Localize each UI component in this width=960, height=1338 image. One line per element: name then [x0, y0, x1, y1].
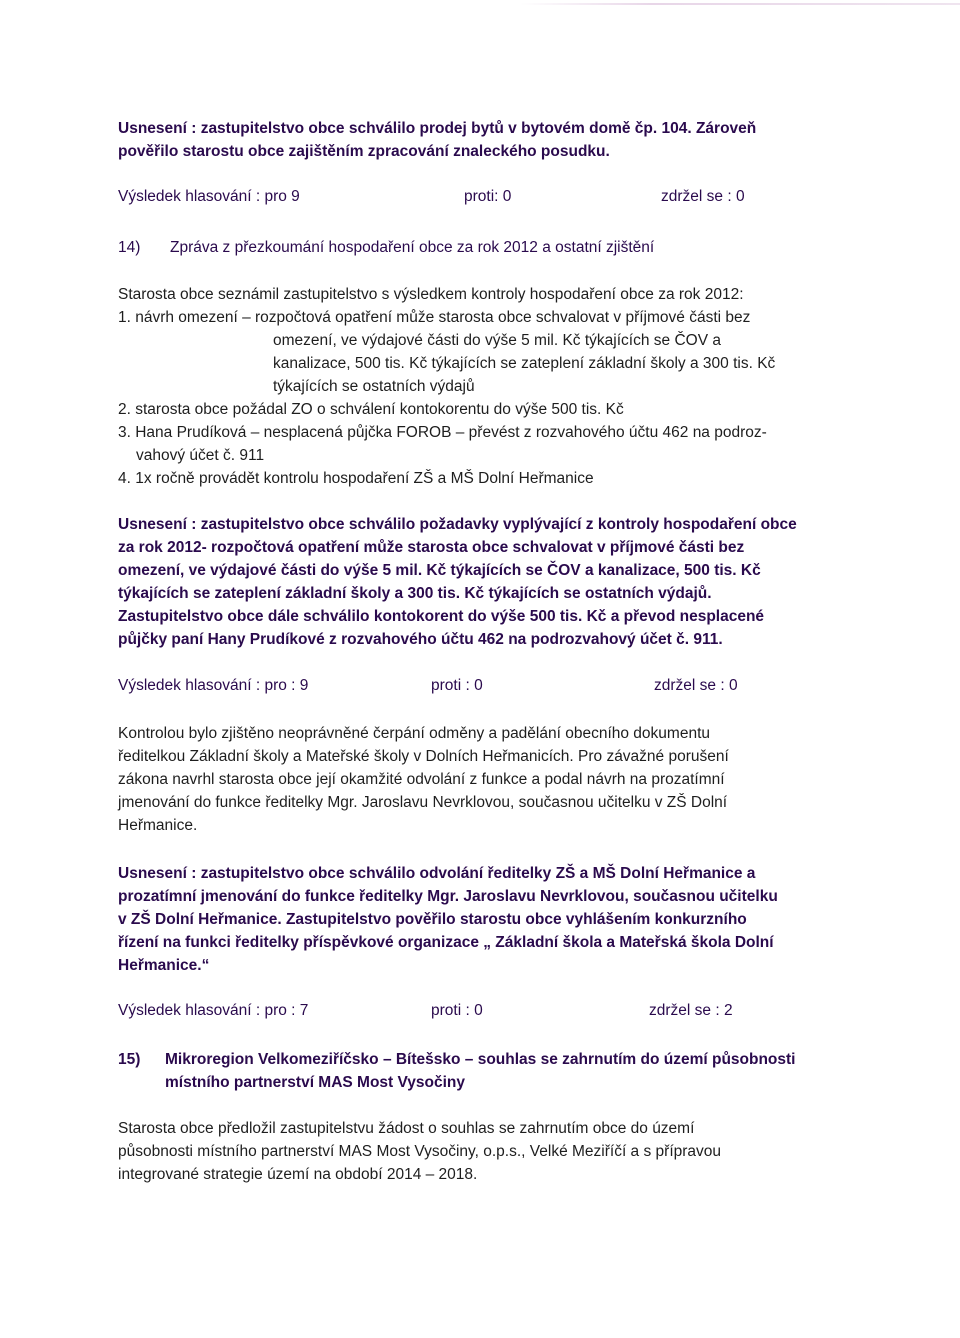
vote-result-2 — [118, 677, 848, 701]
vote-pro: Výsledek hlasování : pro : 7 — [118, 1002, 309, 1019]
paragraph-line: působnosti místního partnerství MAS Most Vysočiny, o.p.s., Velké Meziříčí a s přípravou — [118, 1143, 722, 1160]
finding-line: omezení, ve výdajové části do výše 5 mil. Kč týkajících se ČOV a — [273, 332, 721, 349]
paragraph-line: zákona navrhl starosta obce její okamžité odvolání z funkce a podal návrh na prozatímní — [118, 771, 725, 788]
resolution-line: Usnesení : zastupitelstvo obce schválilo odvolání ředitelky ZŠ a MŠ Dolní Heřmanice a — [118, 865, 756, 882]
paragraph-line: Kontrolou bylo zjištěno neoprávněné čerpání odměny a padělání obecního dokumentu — [118, 725, 710, 742]
resolution-line: v ZŠ Dolní Heřmanice. Zastupitelstvo pověřilo starostu obce vyhlášením konkurzního — [118, 911, 747, 928]
resolution-line: prozatímní jmenování do funkce ředitelky Mgr. Jaroslavu Nevrklovou, současnou učitelku — [118, 888, 778, 905]
control-findings-paragraph — [118, 722, 848, 837]
section-title — [165, 1048, 796, 1094]
resolution-line: týkajících se zateplení základní školy a 300 tis. Kč týkajících se ostatních výdajů. — [118, 585, 712, 602]
vote-zdrzel: zdržel se : 0 — [654, 677, 738, 694]
scan-edge-line — [520, 3, 960, 5]
resolution-audit-requirements — [118, 513, 848, 651]
section-number: 15) — [118, 1051, 141, 1068]
finding-line: 3. Hana Prudíková – nesplacená půjčka FOROB – převést z rozvahového účtu 462 na podroz- — [118, 424, 767, 441]
resolution-line: řízení na funkci ředitelky příspěvkové organizace „ Základní škola a Mateřská škola Dolní — [118, 934, 774, 951]
resolution-line: omezení, ve výdajové části do výše 5 mil. Kč týkajících se ČOV a kanalizace, 500 tis. Kč — [118, 562, 761, 579]
finding-line: týkajících se ostatních výdajů — [273, 378, 475, 395]
resolution-line: půjčky paní Hany Prudíkové z rozvahového účtu 462 na podrozvahový účet č. 911. — [118, 631, 723, 648]
section-title-line: Mikroregion Velkomeziříčsko – Bítešsko – souhlas se zahrnutím do území působnosti — [165, 1051, 796, 1068]
resolution-line: pověřilo starostu obce zajištěním zpracování znaleckého posudku. — [118, 143, 610, 160]
vote-result-3 — [118, 1002, 848, 1026]
vote-zdrzel: zdržel se : 0 — [661, 188, 745, 205]
section-number: 14) — [118, 239, 141, 256]
paragraph-line: Heřmanice. — [118, 817, 198, 834]
paragraph-line: ředitelkou Základní školy a Mateřské školy v Dolních Heřmanicích. Pro závažné porušení — [118, 748, 729, 765]
resolution-line: Usnesení : zastupitelstvo obce schválilo požadavky vyplývající z kontroly hospodaření obce — [118, 516, 797, 533]
section-title: Zpráva z přezkoumání hospodaření obce za rok 2012 a ostatní zjištění — [170, 239, 655, 256]
vote-pro: Výsledek hlasování : pro 9 — [118, 188, 300, 205]
section-14-heading — [118, 236, 858, 260]
finding-item-4: 4. 1x ročně provádět kontrolu hospodaření ZŠ a MŠ Dolní Heřmanice — [118, 470, 594, 487]
vote-zdrzel: zdržel se : 2 — [649, 1002, 733, 1019]
finding-line: vahový účet č. 911 — [136, 447, 265, 464]
resolution-line: Usnesení : zastupitelstvo obce schválilo prodej bytů v bytovém domě čp. 104. Zároveň — [118, 120, 757, 137]
resolution-line: Zastupitelstvo obce dále schválilo kontokorent do výše 500 tis. Kč a převod nesplacené — [118, 608, 765, 625]
section-title-line: místního partnerství MAS Most Vysočiny — [165, 1074, 466, 1091]
paragraph-line: integrované strategie území na období 2014 – 2018. — [118, 1166, 478, 1183]
finding-line: kanalizace, 500 tis. Kč týkajících se zateplení základní školy a 300 tis. Kč — [273, 355, 776, 372]
resolution-line: za rok 2012- rozpočtová opatření může starosta obce schvalovat v příjmové části bez — [118, 539, 745, 556]
resolution-line: Heřmanice.“ — [118, 957, 210, 974]
paragraph-line: jmenování do funkce ředitelky Mgr. Jaroslavu Nevrklovou, současnou učitelku v ZŠ Dolní — [118, 794, 728, 811]
finding-item-1 — [118, 306, 848, 398]
section-15-heading — [118, 1048, 858, 1096]
finding-line: 1. návrh omezení – rozpočtová opatření může starosta obce schvalovat v příjmové části bez — [118, 309, 751, 326]
finding-item-2: 2. starosta obce požádal ZO o schválení kontokorentu do výše 500 tis. Kč — [118, 401, 624, 418]
vote-proti: proti : 0 — [431, 677, 483, 694]
vote-proti: proti : 0 — [431, 1002, 483, 1019]
resolution-director-dismissal — [118, 862, 848, 977]
paragraph-line: Starosta obce předložil zastupitelstvu žádost o souhlas se zahrnutím obce do území — [118, 1120, 695, 1137]
section-14-findings — [118, 283, 848, 490]
vote-pro: Výsledek hlasování : pro : 9 — [118, 677, 309, 694]
resolution-sale-flats — [118, 117, 848, 163]
vote-proti: proti: 0 — [464, 188, 512, 205]
findings-intro: Starosta obce seznámil zastupitelstvo s výsledkem kontroly hospodaření obce za rok 2012: — [118, 286, 744, 303]
section-15-paragraph — [118, 1117, 848, 1186]
finding-item-3 — [118, 421, 848, 467]
vote-result-1 — [118, 188, 848, 212]
